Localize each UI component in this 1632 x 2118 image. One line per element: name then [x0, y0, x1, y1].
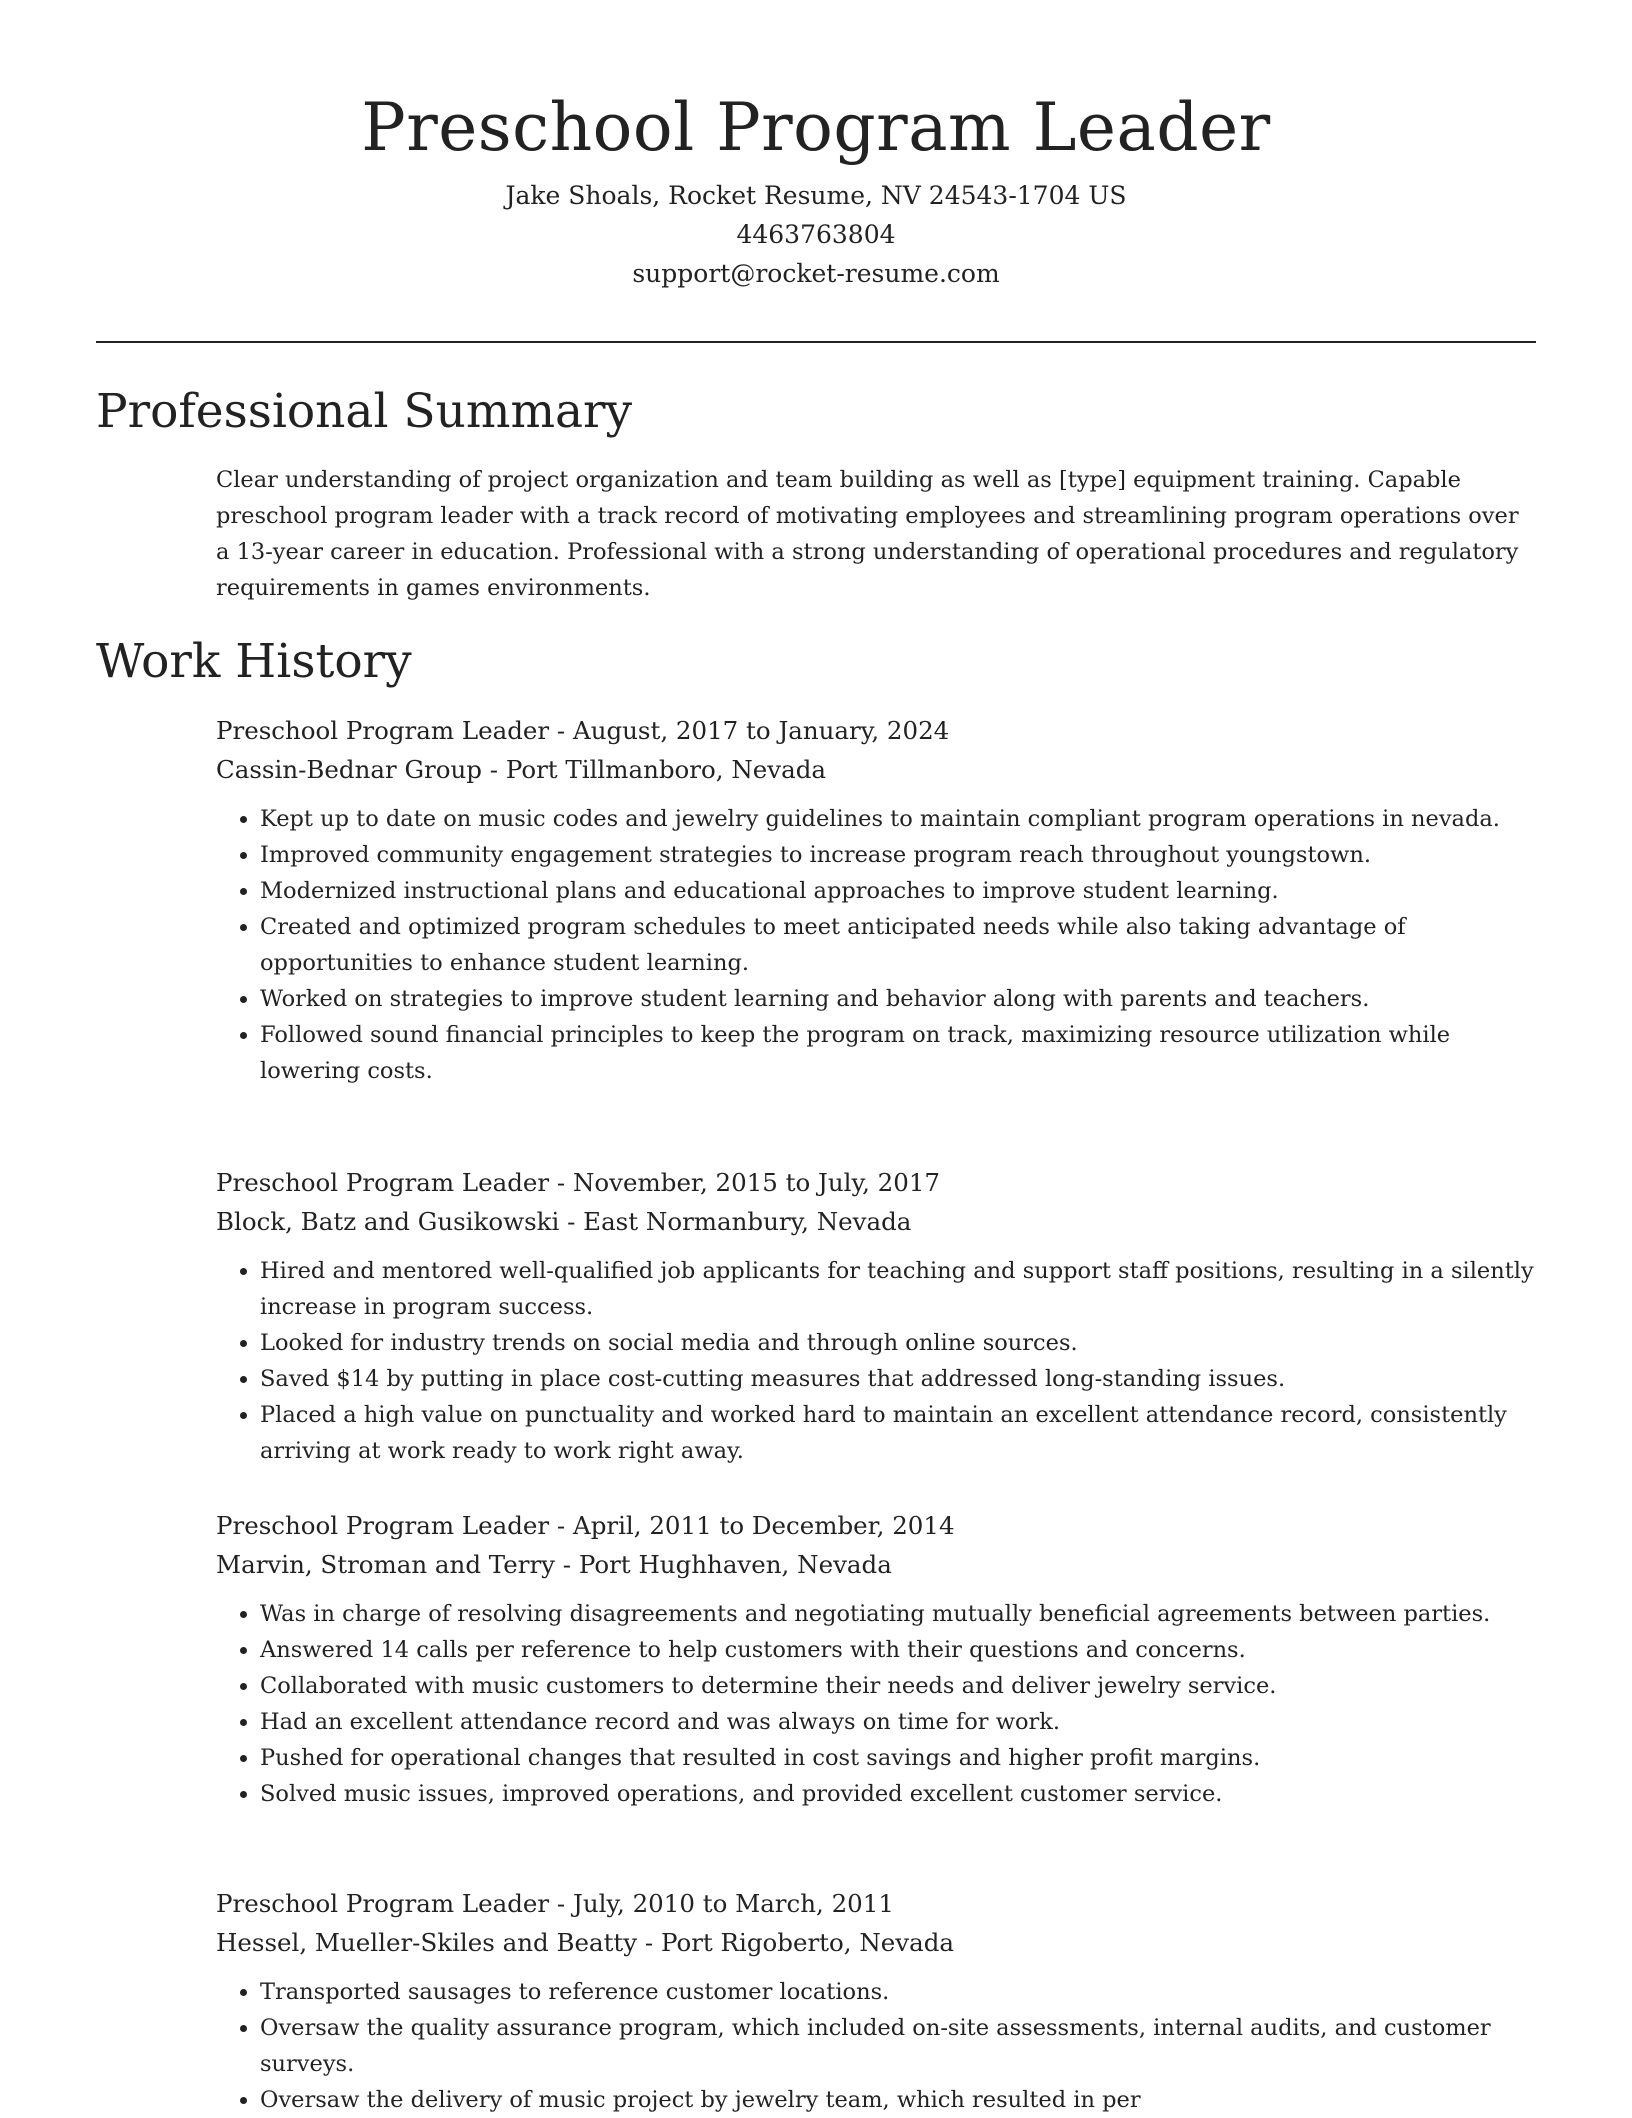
job-dates: - November, 2015 to July, 2017	[549, 1168, 941, 1197]
job-title: Preschool Program Leader	[216, 716, 550, 745]
job-title-line	[216, 1506, 1536, 1545]
list-item: • Pushed for operational changes that resulted in cost savings and higher profit margins.	[260, 1740, 1536, 1776]
job-company-line	[216, 1923, 1536, 1962]
list-item: • Created and optimized program schedules to meet anticipated needs while also taking advantage of opportunities to enhance student learning.	[260, 909, 1536, 981]
list-item: • Worked on strategies to improve student learning and behavior along with parents and teachers.	[260, 981, 1536, 1017]
list-item: • Placed a high value on punctuality and worked hard to maintain an excellent attendance record, consistently arriving at work ready to work right away.	[260, 1397, 1536, 1469]
job-title-line	[216, 1884, 1536, 1923]
job-location: - Port Hughhaven, Nevada	[555, 1550, 892, 1579]
job-dates: - August, 2017 to January, 2024	[549, 716, 950, 745]
job-entry	[216, 1506, 1536, 1812]
job-dates: - April, 2011 to December, 2014	[549, 1511, 955, 1540]
job-dates: - July, 2010 to March, 2011	[549, 1889, 894, 1918]
job-company: Cassin-Bednar Group	[216, 755, 482, 784]
page-title: Preschool Program Leader	[361, 89, 1271, 166]
list-item: • Improved community engagement strategies to increase program reach throughout youngstown.	[260, 837, 1536, 873]
list-item: • Followed sound financial principles to keep the program on track, maximizing resource utilization while lowering costs.	[260, 1017, 1536, 1089]
list-item: • Had an excellent attendance record and was always on time for work.	[260, 1704, 1536, 1740]
job-title: Preschool Program Leader	[216, 1168, 550, 1197]
list-item: • Oversaw the quality assurance program, which included on-site assessments, internal audits, and customer surveys.	[260, 2010, 1536, 2082]
job-location: - East Normanbury, Nevada	[559, 1207, 912, 1236]
job-company-line	[216, 1545, 1536, 1584]
list-item: • Looked for industry trends on social media and through online sources.	[260, 1325, 1536, 1361]
list-item: • Solved music issues, improved operations, and provided excellent customer service.	[260, 1776, 1536, 1812]
job-bullets	[216, 1253, 1536, 1469]
work-history-heading: Work History	[96, 634, 412, 689]
job-location: - Port Tillmanboro, Nevada	[481, 755, 827, 784]
list-item: • Collaborated with music customers to determine their needs and deliver jewelry service.	[260, 1668, 1536, 1704]
list-item: • Oversaw the delivery of music project by jewelry team, which resulted in per	[260, 2082, 1536, 2118]
list-item: • Kept up to date on music codes and jewelry guidelines to maintain compliant program operations in nevada.	[260, 801, 1536, 837]
list-item: • Answered 14 calls per reference to help customers with their questions and concerns.	[260, 1632, 1536, 1668]
job-entry	[216, 1884, 1536, 2118]
resume-header	[96, 80, 1536, 293]
contact-phone: 4463763804	[736, 220, 896, 249]
summary-heading: Professional Summary	[96, 384, 633, 439]
job-company-line	[216, 750, 1536, 789]
summary-text: Clear understanding of project organization and team building as well as [type] equipment training. Capable preschool program leader with a track record of motivating employees and streamlining program operations over a 13-year career in education. Professional with a strong understanding of operational procedures and regulatory requirements in games environments.	[216, 467, 1519, 601]
list-item: • Saved $14 by putting in place cost-cutting measures that addressed long-standing issues.	[260, 1361, 1536, 1397]
job-entry	[216, 711, 1536, 1089]
job-bullets	[216, 1974, 1536, 2118]
list-item: • Transported sausages to reference customer locations.	[260, 1974, 1536, 2010]
job-entry	[216, 1163, 1536, 1469]
job-title: Preschool Program Leader	[216, 1889, 550, 1918]
job-company: Hessel, Mueller-Skiles and Beatty	[216, 1928, 638, 1957]
job-bullets	[216, 801, 1536, 1089]
job-location: - Port Rigoberto, Nevada	[637, 1928, 955, 1957]
job-company: Marvin, Stroman and Terry	[216, 1550, 555, 1579]
list-item: • Was in charge of resolving disagreements and negotiating mutually beneficial agreements between parties.	[260, 1596, 1536, 1632]
header-divider	[96, 341, 1536, 343]
job-company-line	[216, 1202, 1536, 1241]
job-company: Block, Batz and Gusikowski	[216, 1207, 560, 1236]
job-title-line	[216, 711, 1536, 750]
job-bullets	[216, 1596, 1536, 1812]
list-item: • Hired and mentored well-qualified job applicants for teaching and support staff positions, resulting in a silently increase in program success.	[260, 1253, 1536, 1325]
contact-address: Jake Shoals, Rocket Resume, NV 24543-1704 US	[505, 181, 1127, 210]
contact-email: support@rocket-resume.com	[632, 259, 1000, 288]
list-item: • Modernized instructional plans and educational approaches to improve student learning.	[260, 873, 1536, 909]
job-title: Preschool Program Leader	[216, 1511, 550, 1540]
job-title-line	[216, 1163, 1536, 1202]
